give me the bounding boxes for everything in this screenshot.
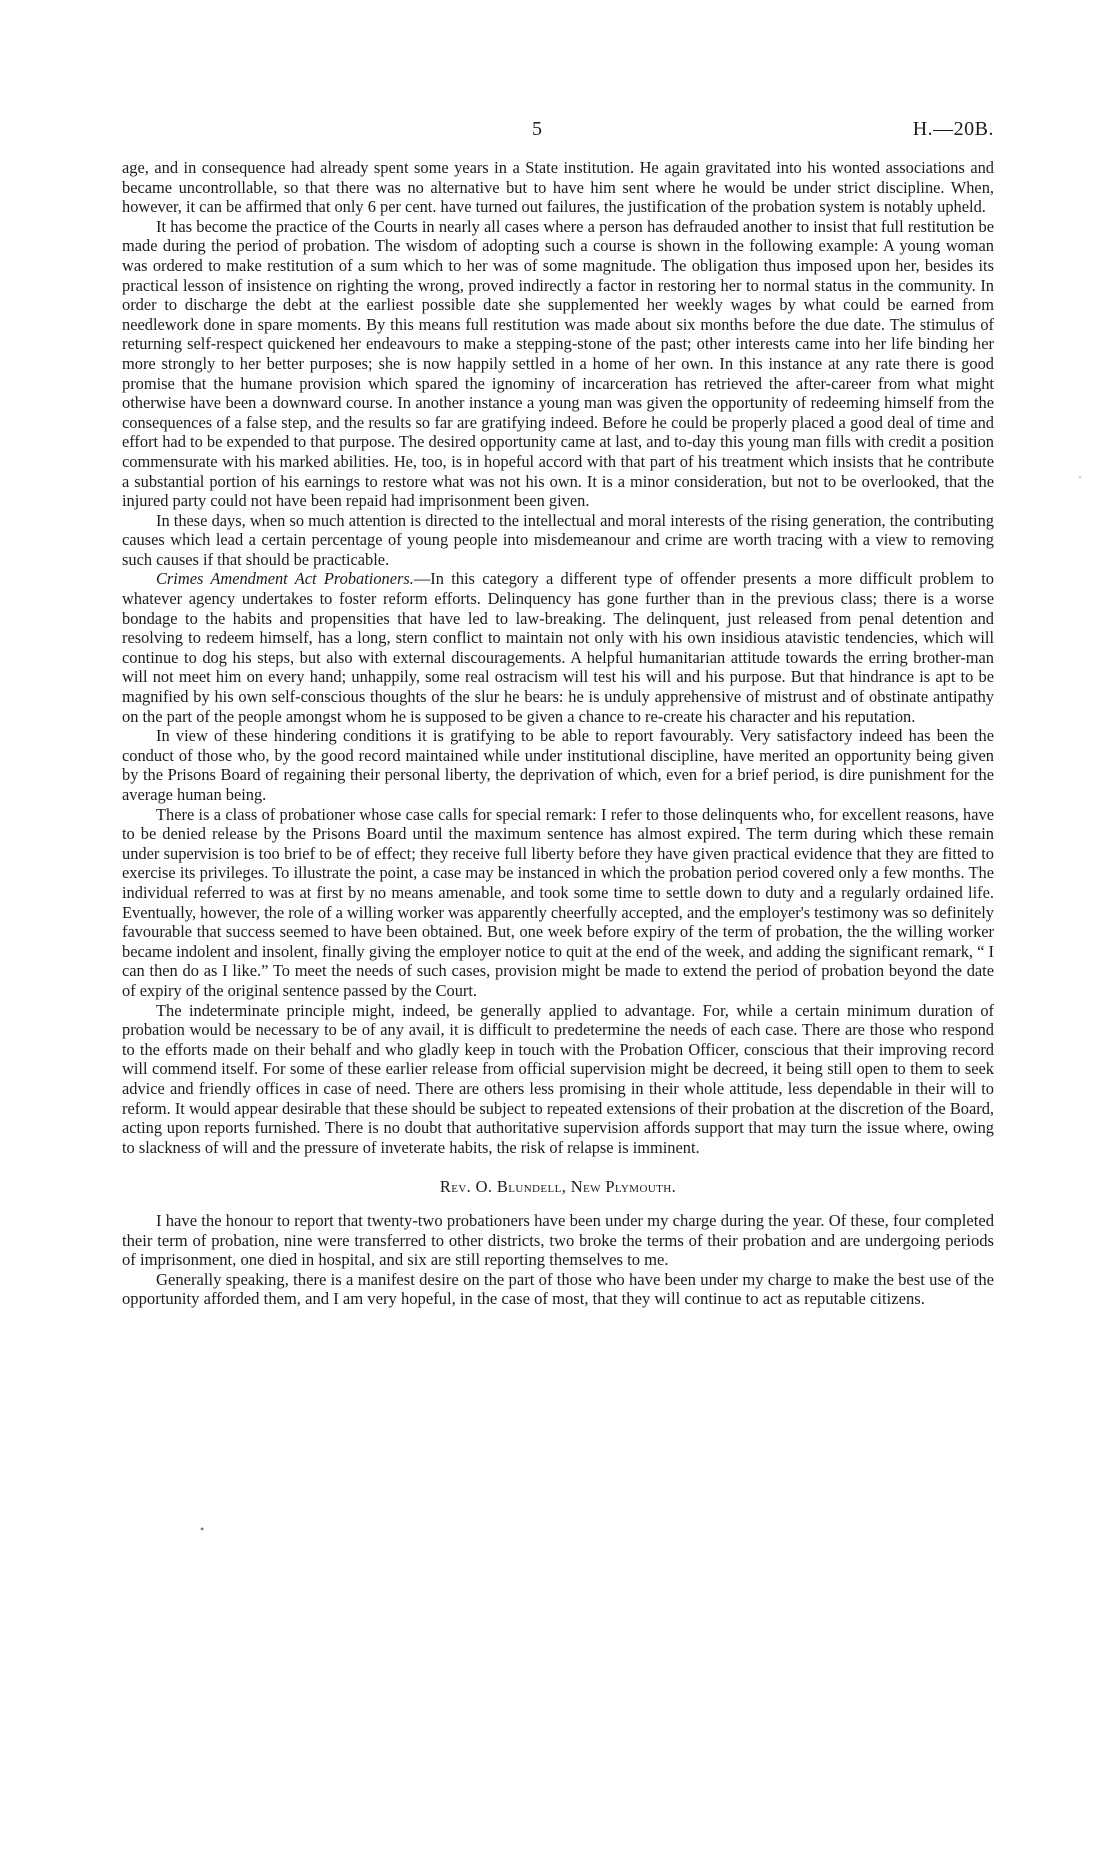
paragraph-text: —In this category a different type of offender presents a more difficult problem to whatever agency undertakes to foster reform efforts. Delinquency has gone further than in the previous class; there is a worse bondage to the habits and propensities that have led to law-breaking. The delinquent, just released from penal detention and resolving to redeem himself, has a long, stern conflict to maintain not only with his own insidious atavistic tendencies, which will continue to dog his steps, but also with external discouragements. A helpful humanitarian attitude towards the erring brother-man will not meet him on every hand; unhappily, some real ostracism will test his will and his purpose. But that hindrance is apt to be magnified by his own self-conscious thoughts of the slur he bears: he is unduly apprehensive of mistrust and of obstinate antipathy on the part of the people amongst whom he is supposed to be given a chance to re-create his character and his reputation.: [122, 569, 994, 726]
paragraph-rising-generation: [122, 511, 994, 570]
paragraph-conclusion: [122, 1270, 994, 1309]
paragraph-report: [122, 1211, 994, 1269]
paragraph-text: I have the honour to report that twenty-two probationers have been under my charge during the year. Of these, four completed their term of probation, nine were transferred to other districts, two broke the terms of their probation and are undergoing periods of imprisonment, one died in hospital, and six are still reporting themselves to me.: [122, 1211, 994, 1270]
paragraph-text: There is a class of probationer whose case calls for special remark: I refer to those delinquents who, for excellent reasons, have to be denied release by the Prisons Board until the maximum sentence has almost expired. The term during which these remain under supervision is too brief to be of effect; they receive full liberty before they have given practical evidence that they are fitted to exercise its privileges. To illustrate the point, a case may be instanced in which the probation period covered only a few months. The individual referred to was at first by no means amenable, and took some time to settle down to duty and a regularly ordained life. Eventually, however, the role of a willing worker was apparently cheerfully accepted, and the employer's testimony was so definitely favourable that success seemed to have been obtained. But, one week before expiry of the term of probation, the the willing worker became indolent and insolent, finally giving the employer notice to quit at the end of the week, and adding the significant remark, “ I can then do as I like.” To meet the needs of such cases, provision might be made to extend the period of probation beyond the date of expiry of the original sentence passed by the Court.: [122, 804, 994, 1000]
paragraph-text: Generally speaking, there is a manifest desire on the part of those who have been under my charge to make the best use of the opportunity afforded them, and I am very hopeful, in the case of most, that they will continue to act as reputable citizens.: [122, 1269, 994, 1308]
body-text: [122, 158, 994, 1308]
paragraph-continued: [122, 158, 994, 217]
page-number: 5: [532, 118, 542, 140]
paragraph-text: It has become the practice of the Courts in nearly all cases where a person has defrauded another to insist that full restitution be made during the period of probation. The wisdom of adopting such a course is shown in the following example: A young woman was ordered to make restitution of a sum which to her was of some magnitude. The obligation thus imposed upon her, besides its practical lesson of insistence on righting the wrong, proved indirectly a factor in restoring her to normal status in the community. In order to discharge the debt at the earliest possible date she supplemented her weekly wages by what could be earned from needlework done in spare moments. By this means full restitution was made about six months before the due date. The stimulus of returning self-respect quickened her endeavours to make a stepping-stone of the past; other interests came into her life binding her more strongly to her better purposes; she is now happily settled in a home of her own. In this instance at any rate there is good promise that the humane provision which spared the ignominy of incarceration has retrieved the after-career from what might otherwise have been a downward course. In another instance a young man was given the opportunity of redeeming himself from the consequences of a false step, and the results so far are gratifying indeed. Before he could be properly placed a good deal of time and effort had to be expended to that purpose. The desired opportunity came at last, and to-day this young man fills with credit a position commensurate with his marked abilities. He, too, is in hopeful accord with that part of his treatment which insists that he contribute a substantial portion of his earnings to restore what was not his own. It is a minor consideration, but not to be overlooked, that the injured party could not have been repaid had imprisonment been given.: [122, 216, 994, 511]
paragraph-text: In view of these hindering conditions it is gratifying to be able to report favourably. Very satisfactory indeed has been the conduct of those who, by the good record maintained while under institutional discipline, have merited an opportunity being given by the Prisons Board of regaining their personal liberty, the deprivation of which, even for a brief period, is dire punishment for the average human being.: [122, 726, 994, 804]
document-page: [122, 118, 994, 1308]
paragraph-indeterminate-principle: [122, 1001, 994, 1158]
paragraph-text: The indeterminate principle might, indeed, be generally applied to advantage. For, while a certain minimum duration of probation would be necessary to be of any avail, it is difficult to predetermine the needs of each case. There are those who respond to the efforts made on their behalf and who gladly keep in touch with the Probation Officer, conscious that their improving record will commend itself. For some of these earlier release from official supervision might be decreed, it being still open to them to seek advice and friendly offices in case of need. There are others less promising in their whole attitude, less dependable in their will to reform. It would appear desirable that these should be subject to repeated extensions of their probation at the discretion of the Board, acting upon reports furnished. There is no doubt that authoritative supervision affords support that may turn the issue where, owing to slackness of will and the pressure of inveterate habits, the risk of relapse is imminent.: [122, 1000, 994, 1157]
paragraph-favourable-report: [122, 726, 994, 804]
page-header: [122, 118, 994, 154]
paragraph-lead-heading: Crimes Amendment Act Probationers.: [156, 569, 414, 589]
paragraph-text: In these days, when so much attention is directed to the intellectual and moral interests of the rising generation, the contributing causes which lead a certain percentage of young people into misdemeanour and crime are worth tracing with a view to removing such causes if that should be practicable.: [122, 510, 994, 569]
paragraph-crimes-amendment: [122, 569, 994, 726]
scan-speck: •: [200, 1522, 205, 1536]
document-reference: H.—20B.: [912, 118, 994, 140]
paragraph-restitution: [122, 217, 994, 511]
paragraph-special-remark: [122, 805, 994, 1001]
paragraph-text: age, and in consequence had already spent some years in a State institution. He again gravitated into his wonted associations and became uncontrollable, so that there was no alternative but to have him sent where he would be under strict discipline. When, however, it can be affirmed that only 6 per cent. have turned out failures, the justification of the probation system is notably upheld.: [122, 158, 994, 217]
section-heading: Rev. O. Blundell, New Plymouth.: [439, 1177, 677, 1197]
scan-speck: ·: [1078, 470, 1082, 484]
